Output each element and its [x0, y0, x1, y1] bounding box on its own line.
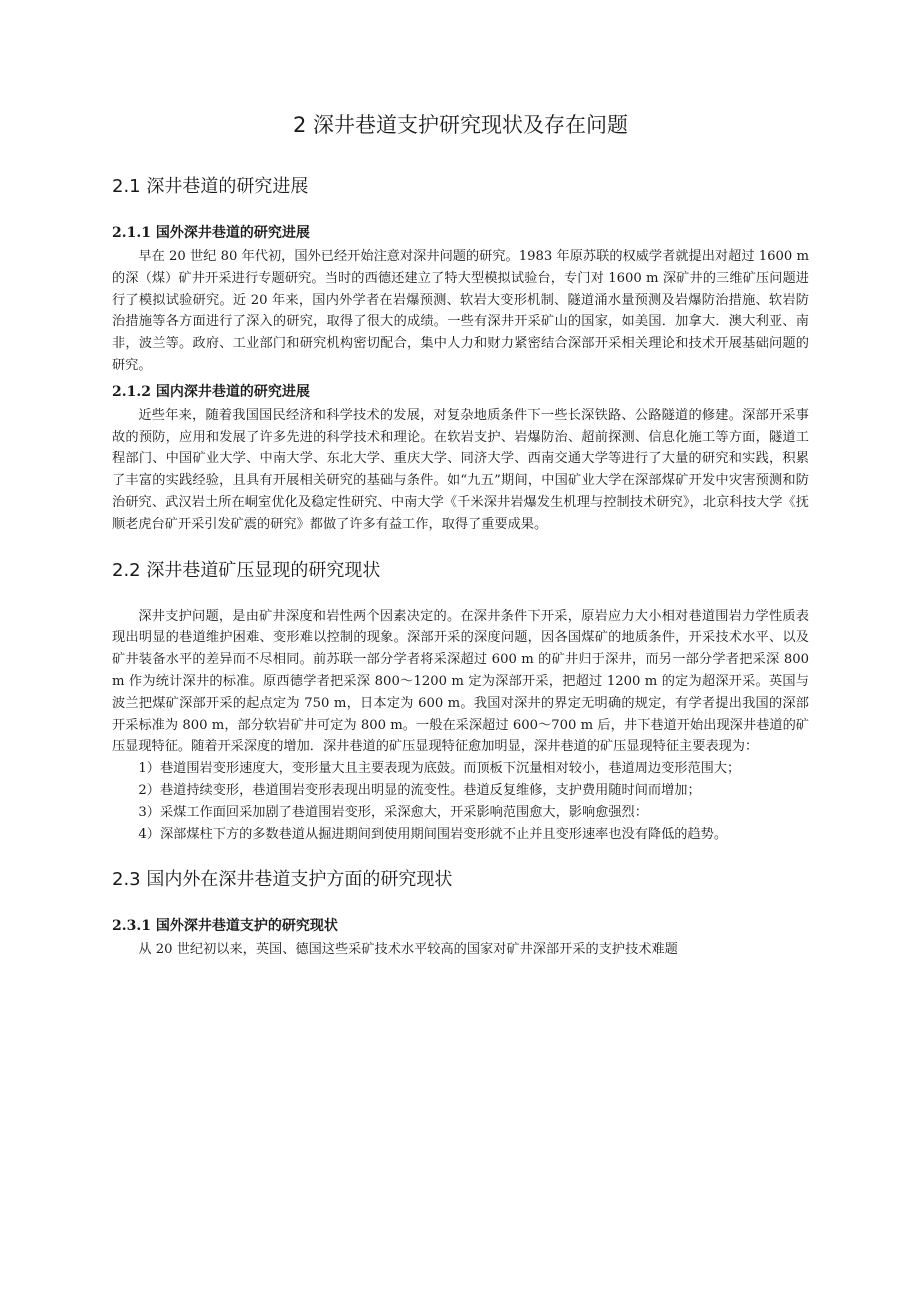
section-2-2-heading: 2.2 深井巷道矿压显现的研究现状	[112, 559, 381, 581]
list-item-2: 2）巷道持续变形，巷道围岩变形表现出明显的流变性。巷道反复维修，支护费用随时间而增加；	[138, 782, 701, 798]
chapter-title: 2 深井巷道支护研究现状及存在问题	[292, 113, 629, 137]
paragraph-foreign-research: 早在 20 世纪 80 年代初，国外已经开始注意对深井问题的研究。1983 年原苏联的权威学者就提出对超过 1600 m 的深（煤）矿井开采进行专题研究。当时的西德还建立了特大型模拟试验台，专门对 1600 m 深矿井的三维矿压问题进行了模拟试验研究。近 20 年来，国内外学者在岩爆预测、软岩大变形机制、隧道涌水量预测及岩爆防治措施、软岩防治措施等各方面进行了深入的研究，取得了很大的成绩。一些有深井开采矿山的国家，如美国．加拿大．澳大利亚、南非，波兰等。政府、工业部门和研究机构密切配合，集中人力和财力紧密结合深部开采相关理论和技术开展基础问题的研究。	[112, 249, 809, 373]
list-item-1: 1）巷道围岩变形速度大，变形量大且主要表现为底鼓。而顶板下沉量相对较小，巷道周边变形范围大；	[138, 761, 741, 777]
paragraph-domestic-research: 近些年来，随着我国国民经济和科学技术的发展，对复杂地质条件下一些长深铁路、公路隧道的修建。深部开采事故的预防，应用和发展了许多先进的科学技术和理论。在软岩支护、岩爆防治、超前探测、信息化施工等方面，隧道工程部门、中国矿业大学、中南大学、东北大学、重庆大学、同济大学、西南交通大学等进行了大量的研究和实践，积累了丰富的实践经验，且具有开展相关研究的基础与条件。如“九五”期间，中国矿业大学在深部煤矿开发中灾害预测和防治研究、武汉岩土所在峒室优化及稳定性研究、中南大学《千米深井岩爆发生机理与控制技术研究》，北京科技大学《抚顺老虎台矿开采引发矿震的研究》都做了许多有益工作，取得了重要成果。	[112, 407, 809, 532]
subsection-2-1-2-heading: 2.1.2 国内深井巷道的研究进展	[112, 383, 310, 400]
list-item-3: 3）采煤工作面回采加剧了巷道围岩变形，采深愈大，开采影响范围愈大，影响愈强烈：	[138, 804, 648, 820]
subsection-2-3-1-heading: 2.3.1 国外深井巷道支护的研究现状	[112, 918, 338, 935]
subsection-2-1-1-heading: 2.1.1 国外深井巷道的研究进展	[112, 225, 310, 241]
paragraph-ground-pressure-intro: 深井支护问题，是由矿井深度和岩性两个因素决定的。在深井条件下开采，原岩应力大小相对巷道围岩力学性质表现出明显的巷道维护困难、变形难以控制的现象。深部开采的深度问题，因各国煤矿的地质条件，开采技术水平、以及矿井装备水平的差异而不尽相同。前苏联一部分学者将采深超过 600 m 的矿井归于深井，而另一部分学者把采深 800 m 作为统计深井的标准。原西德学者把采深 800～1200 m 定为深部开采，把超过 1200 m 的定为超深开采。英国与波兰把煤矿深部开采的起点定为 750 m，日本定为 600 m。我国对深井的界定无明确的规定，有学者提出我国的深部开采标准为 800 m，部分软岩矿井可定为 800 m。一般在采深超过 600～700 m 后，井下巷道开始出现深井巷道的矿压显现特征。随着开采深度的增加．深井巷道的矿压显现特征愈加明显，深井巷道的矿压显现特征主要表现为：	[112, 608, 809, 755]
list-item-4: 4）深部煤柱下方的多数巷道从掘进期间到使用期间围岩变形就不止并且变形速率也没有降低的趋势。	[138, 826, 728, 842]
paragraph-foreign-support: 从 20 世纪初以来，英国、德国这些采矿技术水平较高的国家对矿井深部开采的支护技术难题	[138, 942, 678, 958]
section-2-3-heading: 2.3 国内外在深井巷道支护方面的研究现状	[112, 869, 453, 891]
page-content	[112, 110, 809, 961]
section-2-1-heading: 2.1 深井巷道的研究进展	[112, 176, 309, 197]
